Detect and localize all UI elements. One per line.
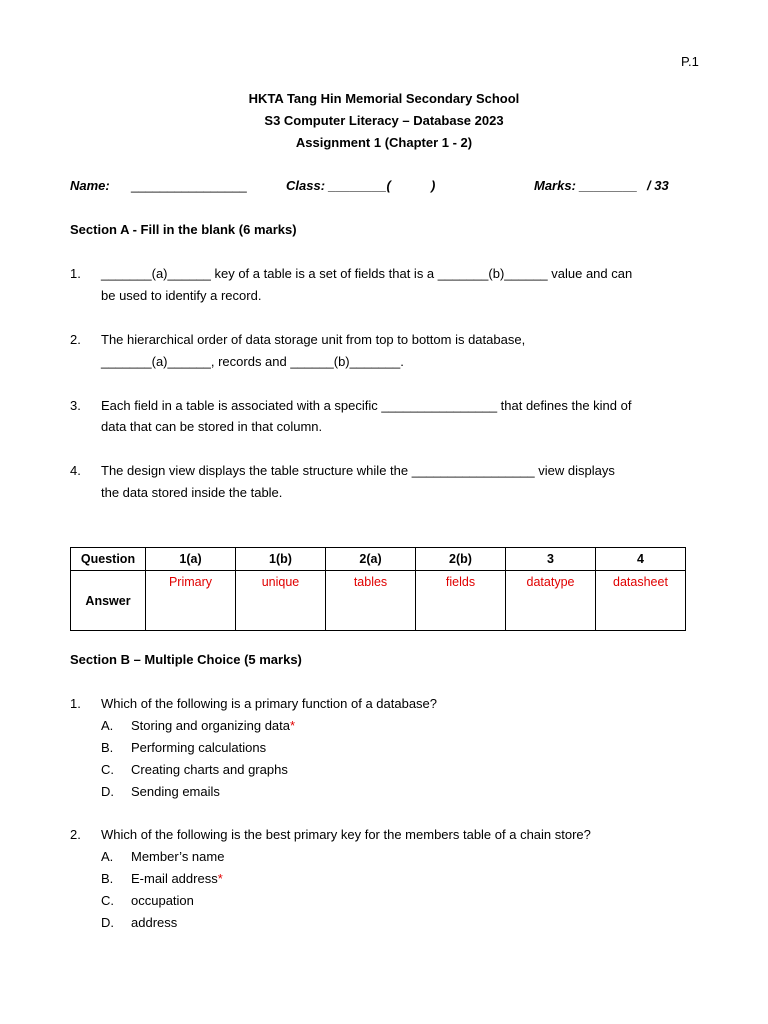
- page-number: P.1: [681, 54, 699, 69]
- table-header-cell: 3: [506, 548, 596, 571]
- question-number: 3.: [70, 398, 81, 413]
- question-text: The design view displays the table structure while the _________________ view displays: [101, 463, 615, 478]
- course-title: S3 Computer Literacy – Database 2023: [264, 113, 504, 128]
- question-text: Which of the following is a primary function of a database?: [101, 696, 438, 711]
- question-text: _______(a)______, records and ______(b)_______.: [101, 354, 404, 369]
- answer-cell: Primary: [146, 571, 236, 631]
- table-header-cell: Question: [71, 548, 146, 571]
- answer-cell: unique: [236, 571, 326, 631]
- answer-cell: tables: [326, 571, 416, 631]
- option-letter: B.: [101, 871, 114, 886]
- answer-row-label: Answer: [71, 571, 146, 631]
- question-number: 4.: [70, 463, 81, 478]
- table-header-cell: 1(a): [146, 548, 236, 571]
- question-text: data that can be stored in that column.: [101, 419, 323, 434]
- question-number: 2.: [70, 827, 81, 842]
- option-letter: A.: [101, 849, 114, 864]
- option-letter: C.: [101, 762, 114, 777]
- option-text: Member’s name: [131, 849, 225, 864]
- correct-answer-mark: *: [290, 718, 296, 733]
- question-text: be used to identify a record.: [101, 288, 262, 303]
- table-header-cell: 4: [596, 548, 686, 571]
- question-number: 2.: [70, 332, 81, 347]
- question-text: The hierarchical order of data storage unit from top to bottom is database,: [101, 332, 526, 347]
- table-header-row: [71, 548, 686, 571]
- option-letter: D.: [101, 915, 114, 930]
- question-number: 1.: [70, 696, 81, 711]
- option-text: address: [131, 915, 178, 930]
- question-number: 1.: [70, 266, 81, 281]
- option-letter: B.: [101, 740, 114, 755]
- table-row: [71, 571, 686, 631]
- option-text: Storing and organizing data*: [131, 718, 296, 733]
- answer-cell: fields: [416, 571, 506, 631]
- assignment-title: Assignment 1 (Chapter 1 - 2): [295, 135, 473, 150]
- question-text: _______(a)______ key of a table is a set of fields that is a _______(b)______ value and can: [101, 266, 633, 281]
- answer-cell: datatype: [506, 571, 596, 631]
- marks-total: / 33: [647, 178, 669, 193]
- table-header-cell: 1(b): [236, 548, 326, 571]
- correct-answer-mark: *: [217, 871, 223, 886]
- name-label: Name:: [70, 178, 110, 193]
- option-text: Sending emails: [131, 784, 220, 799]
- option-letter: C.: [101, 893, 114, 908]
- question-text: Which of the following is the best primary key for the members table of a chain store?: [101, 827, 591, 842]
- option-letter: D.: [101, 784, 114, 799]
- answer-table: [70, 547, 686, 631]
- table-header-cell: 2(b): [416, 548, 506, 571]
- option-text: occupation: [131, 893, 194, 908]
- option-text: Performing calculations: [131, 740, 267, 755]
- answer-cell: datasheet: [596, 571, 686, 631]
- section-a-title: Section A - Fill in the blank (6 marks): [70, 222, 297, 237]
- option-text: Creating charts and graphs: [131, 762, 288, 777]
- class-close: ): [431, 178, 436, 193]
- table-header-cell: 2(a): [326, 548, 416, 571]
- section-b-title: Section B – Multiple Choice (5 marks): [70, 652, 302, 667]
- question-text: Each field in a table is associated with a specific ________________ that defines the kind of: [101, 398, 632, 413]
- name-blank: ________________: [131, 178, 247, 193]
- option-letter: A.: [101, 718, 114, 733]
- option-text: E-mail address*: [131, 871, 223, 886]
- school-title: HKTA Tang Hin Memorial Secondary School: [248, 91, 520, 106]
- question-text: the data stored inside the table.: [101, 485, 283, 500]
- marks-label: Marks: ________: [534, 178, 638, 193]
- class-label: Class: ________(: [286, 178, 391, 193]
